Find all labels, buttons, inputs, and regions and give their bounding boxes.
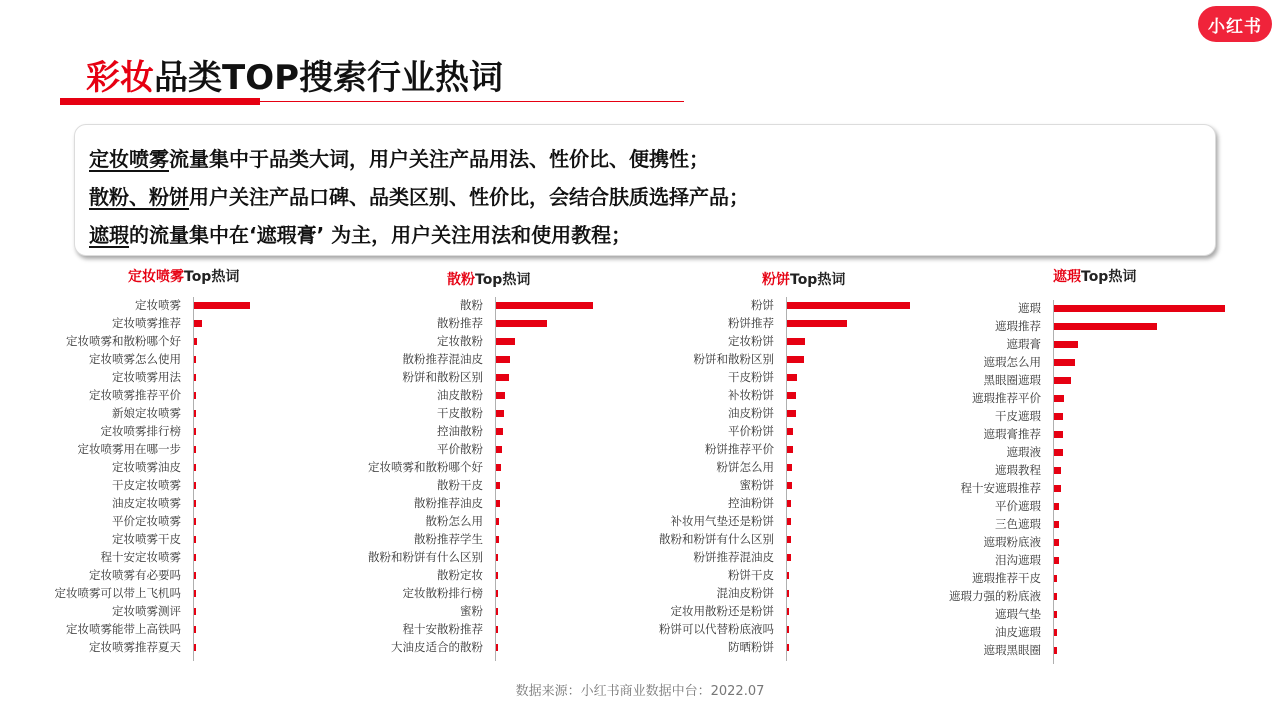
- chart-3-category-label: 补妆用气垫还是粉饼: [670, 514, 774, 528]
- chart-4-category-label: 油皮遮瑕: [995, 625, 1041, 639]
- chart-1-bar: [194, 302, 250, 309]
- chart-4-axis: [1053, 300, 1054, 664]
- chart-2-category-label: 散粉推荐混油皮: [402, 352, 483, 366]
- chart-3-bar: [787, 428, 793, 435]
- chart-4-bar: [1054, 539, 1059, 546]
- chart-1-bar: [194, 500, 196, 507]
- chart-2-bar: [496, 626, 498, 633]
- chart-2-bar: [496, 446, 502, 453]
- chart-1-bar: [194, 644, 196, 651]
- chart-4-bar: [1054, 413, 1063, 420]
- summary-line-3: [89, 219, 631, 248]
- chart-4-category-label: 遮瑕怎么用: [983, 355, 1041, 369]
- chart-3-category-label: 粉饼: [751, 298, 774, 312]
- chart-1-bar: [194, 482, 196, 489]
- chart-1-category-label: 程十安定妆喷雾: [100, 550, 181, 564]
- chart-2-category-label: 散粉怎么用: [425, 514, 483, 528]
- chart-4-bar: [1054, 485, 1061, 492]
- chart-4-bar: [1054, 323, 1157, 330]
- chart-3-category-label: 粉饼推荐: [728, 316, 774, 330]
- chart-1-category-label: 定妆喷雾推荐: [112, 316, 181, 330]
- chart-1-category-label: 定妆喷雾和散粉哪个好: [66, 334, 181, 348]
- chart-2-title-key: 散粉: [447, 272, 475, 288]
- chart-3-bar: [787, 644, 789, 651]
- chart-2-bar: [496, 338, 515, 345]
- chart-2-bar: [496, 608, 498, 615]
- chart-3-title-rest: Top热词: [790, 272, 846, 288]
- page-title: [86, 50, 503, 99]
- chart-2-category-label: 平价散粉: [437, 442, 483, 456]
- chart-4-bar: [1054, 611, 1057, 618]
- chart-4-category-label: 黑眼圈遮瑕: [983, 373, 1041, 387]
- chart-3-bar: [787, 320, 847, 327]
- chart-1-category-label: 油皮定妆喷雾: [112, 496, 181, 510]
- chart-1-category-label: 定妆喷雾推荐夏天: [89, 640, 181, 654]
- chart-3-category-label: 控油粉饼: [728, 496, 774, 510]
- chart-4-bar: [1054, 503, 1059, 510]
- chart-4-category-label: 遮瑕推荐干皮: [972, 571, 1041, 585]
- chart-4-category-label: 遮瑕膏推荐: [983, 427, 1041, 441]
- chart-1-bar: [194, 536, 196, 543]
- chart-3-bar: [787, 536, 791, 543]
- chart-2-category-label: 大油皮适合的散粉: [391, 640, 483, 654]
- chart-2-category-label: 程十安散粉推荐: [402, 622, 483, 636]
- summary-box: [74, 124, 1216, 256]
- chart-1-category-label: 定妆喷雾有必要吗: [89, 568, 181, 582]
- chart-1-bar: [194, 590, 196, 597]
- chart-4-bar: [1054, 521, 1059, 528]
- chart-2-bar: [496, 590, 498, 597]
- chart-1-bar: [194, 572, 196, 579]
- chart-4-category-label: 程十安遮瑕推荐: [960, 481, 1041, 495]
- page-title-rest: 品类TOP搜索行业热词: [154, 58, 504, 98]
- chart-2-title: [447, 269, 530, 289]
- chart-4-bar: [1054, 341, 1078, 348]
- chart-4-category-label: 遮瑕黑眼圈: [983, 643, 1041, 657]
- chart-4-bar: [1054, 575, 1057, 582]
- chart-4-title: [1053, 266, 1136, 286]
- chart-2-title-rest: Top热词: [475, 272, 531, 288]
- chart-3-axis: [786, 297, 787, 661]
- chart-4-category-label: 遮瑕教程: [995, 463, 1041, 477]
- chart-2-bar: [496, 482, 500, 489]
- chart-4-bar: [1054, 629, 1057, 636]
- chart-2-category-label: 定妆散粉排行榜: [402, 586, 483, 600]
- chart-3-bar: [787, 374, 797, 381]
- chart-3-bar: [787, 446, 793, 453]
- chart-3-category-label: 粉饼可以代替粉底液吗: [659, 622, 774, 636]
- chart-2-bar: [496, 464, 501, 471]
- chart-3-bar: [787, 356, 804, 363]
- chart-3-category-label: 平价粉饼: [728, 424, 774, 438]
- chart-2-category-label: 散粉推荐: [437, 316, 483, 330]
- chart-1-bar: [194, 428, 196, 435]
- summary-line-2-key: 散粉、粉饼: [89, 185, 189, 209]
- summary-line-1: [89, 143, 709, 172]
- chart-1-bar: [194, 392, 196, 399]
- chart-1-bar: [194, 608, 196, 615]
- chart-2-category-label: 粉饼和散粉区别: [402, 370, 483, 384]
- chart-3-bar: [787, 518, 791, 525]
- chart-1-category-label: 定妆喷雾能带上高铁吗: [66, 622, 181, 636]
- chart-1-bar: [194, 356, 196, 363]
- chart-2-category-label: 散粉推荐油皮: [414, 496, 483, 510]
- chart-1-category-label: 新娘定妆喷雾: [112, 406, 181, 420]
- chart-2-axis: [495, 297, 496, 661]
- chart-3-category-label: 油皮粉饼: [728, 406, 774, 420]
- chart-1-bar: [194, 464, 196, 471]
- chart-2-category-label: 散粉推荐学生: [414, 532, 483, 546]
- chart-1-title-rest: Top热词: [184, 269, 240, 285]
- chart-3-bar: [787, 626, 789, 633]
- chart-1-category-label: 定妆喷雾可以带上飞机吗: [54, 586, 181, 600]
- chart-1-category-label: 定妆喷雾用法: [112, 370, 181, 384]
- chart-3-bar: [787, 338, 805, 345]
- chart-3-bar: [787, 302, 910, 309]
- chart-2-category-label: 油皮散粉: [437, 388, 483, 402]
- chart-4-bar: [1054, 449, 1063, 456]
- chart-2-category-label: 蜜粉: [460, 604, 483, 618]
- chart-4-bar: [1054, 647, 1057, 654]
- chart-4-category-label: 遮瑕: [1018, 301, 1041, 315]
- chart-1-title-key: 定妆喷雾: [128, 269, 184, 285]
- chart-1-axis: [193, 297, 194, 661]
- chart-1-bar: [194, 410, 196, 417]
- chart-4-bar: [1054, 557, 1059, 564]
- chart-1-title: [128, 266, 239, 286]
- chart-1-bar: [194, 554, 196, 561]
- chart-2-bar: [496, 518, 499, 525]
- chart-1-category-label: 定妆喷雾排行榜: [100, 424, 181, 438]
- chart-3-bar: [787, 464, 792, 471]
- chart-2-bar: [496, 356, 510, 363]
- chart-2-bar: [496, 410, 504, 417]
- chart-2-category-label: 干皮散粉: [437, 406, 483, 420]
- chart-1-bar: [194, 320, 202, 327]
- chart-2-bar: [496, 320, 547, 327]
- chart-1-category-label: 定妆喷雾怎么使用: [89, 352, 181, 366]
- chart-4-category-label: 遮瑕力强的粉底液: [949, 589, 1041, 603]
- chart-1-bar: [194, 446, 196, 453]
- summary-line-2: [89, 181, 749, 210]
- chart-4-category-label: 遮瑕液: [1006, 445, 1041, 459]
- chart-1-category-label: 平价定妆喷雾: [112, 514, 181, 528]
- summary-line-2-text: 用户关注产品口碑、品类区别、性价比，会结合肤质选择产品；: [189, 185, 749, 209]
- chart-3-bar: [787, 482, 792, 489]
- data-source: 数据来源：小红书商业数据中台：2022.07: [515, 684, 765, 699]
- chart-1-bar: [194, 338, 197, 345]
- chart-1-category-label: 定妆喷雾测评: [112, 604, 181, 618]
- summary-line-1-text: 流量集中于品类大词，用户关注产品用法、性价比、便携性；: [169, 147, 709, 171]
- chart-4-bar: [1054, 593, 1057, 600]
- chart-1-category-label: 定妆喷雾油皮: [112, 460, 181, 474]
- chart-2-bar: [496, 572, 498, 579]
- chart-3-category-label: 蜜粉饼: [739, 478, 774, 492]
- chart-2-bar: [496, 392, 505, 399]
- chart-3-category-label: 粉饼推荐混油皮: [693, 550, 774, 564]
- chart-3-title: [762, 269, 845, 289]
- chart-2-category-label: 散粉干皮: [437, 478, 483, 492]
- chart-3-category-label: 粉饼干皮: [728, 568, 774, 582]
- chart-3-category-label: 干皮粉饼: [728, 370, 774, 384]
- chart-1-category-label: 定妆喷雾推荐平价: [89, 388, 181, 402]
- chart-3-bar: [787, 608, 789, 615]
- chart-3-bar: [787, 572, 789, 579]
- chart-4-category-label: 干皮遮瑕: [995, 409, 1041, 423]
- chart-2-bar: [496, 500, 500, 507]
- chart-1-bar: [194, 374, 196, 381]
- chart-4-category-label: 遮瑕膏: [1006, 337, 1041, 351]
- chart-3-category-label: 补妆粉饼: [728, 388, 774, 402]
- title-underline-accent: [60, 98, 260, 105]
- chart-4-bar: [1054, 431, 1063, 438]
- summary-line-1-key: 定妆喷雾: [89, 147, 169, 171]
- xiaohongshu-logo: 小红书: [1198, 6, 1272, 42]
- chart-1-category-label: 定妆喷雾用在哪一步: [77, 442, 181, 456]
- chart-2-bar: [496, 644, 498, 651]
- chart-4-bar: [1054, 377, 1071, 384]
- chart-1-category-label: 干皮定妆喷雾: [112, 478, 181, 492]
- chart-2-category-label: 控油散粉: [437, 424, 483, 438]
- chart-3-category-label: 粉饼和散粉区别: [693, 352, 774, 366]
- chart-4-category-label: 遮瑕推荐平价: [972, 391, 1041, 405]
- chart-4-bar: [1054, 395, 1064, 402]
- chart-2-bar: [496, 554, 498, 561]
- chart-2-category-label: 散粉和粉饼有什么区别: [368, 550, 483, 564]
- chart-4-category-label: 三色遮瑕: [995, 517, 1041, 531]
- chart-3-title-key: 粉饼: [762, 272, 790, 288]
- summary-line-3-key: 遮瑕: [89, 223, 129, 247]
- chart-2-category-label: 定妆散粉: [437, 334, 483, 348]
- chart-3-category-label: 混油皮粉饼: [716, 586, 774, 600]
- chart-4-category-label: 平价遮瑕: [995, 499, 1041, 513]
- chart-3-bar: [787, 500, 791, 507]
- chart-3-bar: [787, 590, 789, 597]
- chart-3-category-label: 防晒粉饼: [728, 640, 774, 654]
- chart-2-category-label: 散粉: [460, 298, 483, 312]
- chart-2-bar: [496, 302, 593, 309]
- chart-1-category-label: 定妆喷雾: [135, 298, 181, 312]
- page-title-accent: 彩妆: [86, 58, 154, 98]
- chart-4-bar: [1054, 305, 1225, 312]
- chart-4-category-label: 遮瑕推荐: [995, 319, 1041, 333]
- chart-2-category-label: 散粉定妆: [437, 568, 483, 582]
- chart-4-category-label: 遮瑕气垫: [995, 607, 1041, 621]
- chart-3-bar: [787, 410, 796, 417]
- chart-1-bar: [194, 626, 196, 633]
- chart-3-category-label: 散粉和粉饼有什么区别: [659, 532, 774, 546]
- chart-3-category-label: 定妆用散粉还是粉饼: [670, 604, 774, 618]
- chart-3-category-label: 定妆粉饼: [728, 334, 774, 348]
- chart-3-bar: [787, 392, 796, 399]
- chart-4-bar: [1054, 467, 1061, 474]
- chart-2-bar: [496, 428, 503, 435]
- chart-1-category-label: 定妆喷雾干皮: [112, 532, 181, 546]
- chart-4-title-key: 遮瑕: [1053, 269, 1081, 285]
- chart-2-bar: [496, 536, 499, 543]
- chart-4-category-label: 遮瑕粉底液: [983, 535, 1041, 549]
- chart-2-category-label: 定妆喷雾和散粉哪个好: [368, 460, 483, 474]
- chart-4-title-rest: Top热词: [1081, 269, 1137, 285]
- chart-3-bar: [787, 554, 791, 561]
- chart-3-category-label: 粉饼推荐平价: [705, 442, 774, 456]
- chart-1-bar: [194, 518, 196, 525]
- chart-2-bar: [496, 374, 509, 381]
- summary-line-3-text: 的流量集中在‘遮瑕膏’ 为主，用户关注用法和使用教程；: [129, 223, 632, 247]
- chart-4-bar: [1054, 359, 1075, 366]
- chart-3-category-label: 粉饼怎么用: [716, 460, 774, 474]
- chart-4-category-label: 泪沟遮瑕: [995, 553, 1041, 567]
